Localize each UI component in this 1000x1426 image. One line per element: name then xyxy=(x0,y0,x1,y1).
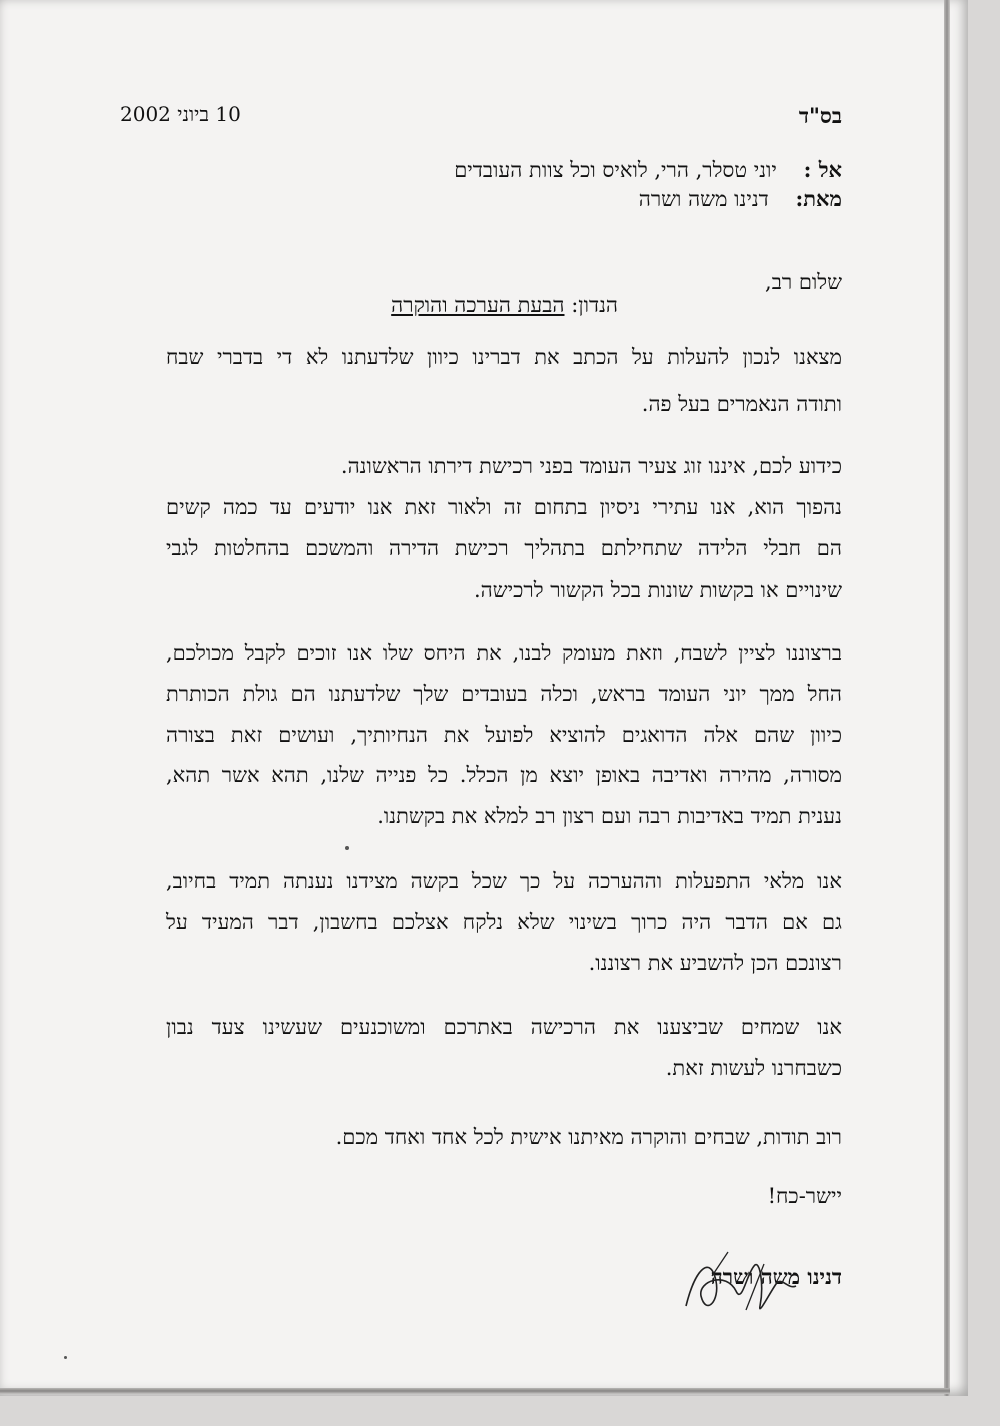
body-line: כשבחרנו לעשות זאת. xyxy=(665,1056,842,1080)
from-value: דנינו משה ושרה xyxy=(638,187,769,211)
body-line: מסורה, מהירה ואדיבה באופן יוצא מן הכלל. כל פנייה שלנו, תהא אשר תהא, xyxy=(166,763,842,787)
body-line: כידוע לכם, איננו זוג צעיר העומד בפני רכישת דירתו הראשונה. xyxy=(340,454,842,478)
closing-line: יישר-כח! xyxy=(767,1184,842,1208)
body-line: רוב תודות, שבחים והוקרה מאיתנו אישית לכל אחד ואחד מכם. xyxy=(335,1125,842,1149)
body-line: גם אם הדבר היה כרוך בשינוי שלא נלקח אצלכם בחשבון, דבר המעיד על xyxy=(166,910,842,934)
to-value: יוני טסלר, הרי, לואיס וכל צוות העובדים xyxy=(454,158,777,182)
body-line: כיוון שהם אלה הדואגים להוציא לפועל את הנחיותיך, ועושים זאת בצורה xyxy=(166,723,842,747)
to-line xyxy=(454,157,842,183)
to-label: אל : xyxy=(803,157,842,182)
bsd-header: בס"ד xyxy=(798,103,842,128)
scan-speck xyxy=(345,846,349,850)
body-line: הם חבלי הלידה שתחילתם בתהליך רכישת הדירה והמשכם בהחלטות לגבי xyxy=(166,536,842,560)
subject-label: הנדון: xyxy=(571,293,618,317)
handwritten-signature xyxy=(676,1246,806,1326)
body-line: ותודה הנאמרים בעל פה. xyxy=(641,392,842,416)
subject-line xyxy=(391,293,618,318)
body-line: אנו שמחים שביצענו את הרכישה באתרכם ומשוכנעים שעשינו צעד נבון xyxy=(166,1015,842,1039)
page-edge-bottom xyxy=(0,1388,950,1394)
body-line: שינויים או בקשות שונות בכל הקשור לרכישה. xyxy=(474,578,842,602)
body-line: נהפוך הוא, אנו עתירי ניסיון בתחום זה ולאור זאת אנו יודעים עד כמה קשים xyxy=(166,495,842,519)
from-label: מאת: xyxy=(795,186,842,211)
signature-name: דנינו משה ושרה xyxy=(710,1264,842,1289)
body-line: החל ממך יוני העומד בראש, וכלה בעובדים שלך שלדעתנו הם גולת הכותרת xyxy=(166,682,842,706)
body-line: מצאנו לנכון להעלות על הכתב את דברינו כיוון שלדעתנו לא די בדברי שבח xyxy=(166,345,842,369)
scan-speck xyxy=(64,1356,67,1359)
body-line: נענית תמיד באדיבות רבה ועם רצון רב למלא את בקשתנו. xyxy=(377,804,842,828)
body-line: ברצוננו לציין לשבח, וזאת מעומק לבנו, את היחס שלו אנו זוכים לקבל מכולכם, xyxy=(166,641,842,665)
page-edge-right xyxy=(944,0,950,1396)
from-line xyxy=(639,186,842,212)
subject-value: הבעת הערכה והוקרה xyxy=(391,293,565,317)
letter-date: 10 ביוני 2002 xyxy=(120,102,241,126)
body-line: אנו מלאי התפעלות וההערכה על כך שכל בקשה מצידנו נענתה תמיד בחיוב, xyxy=(166,869,842,893)
body-line: רצונכם הכן להשביע את רצוננו. xyxy=(588,951,842,975)
greeting: שלום רב, xyxy=(765,270,842,294)
